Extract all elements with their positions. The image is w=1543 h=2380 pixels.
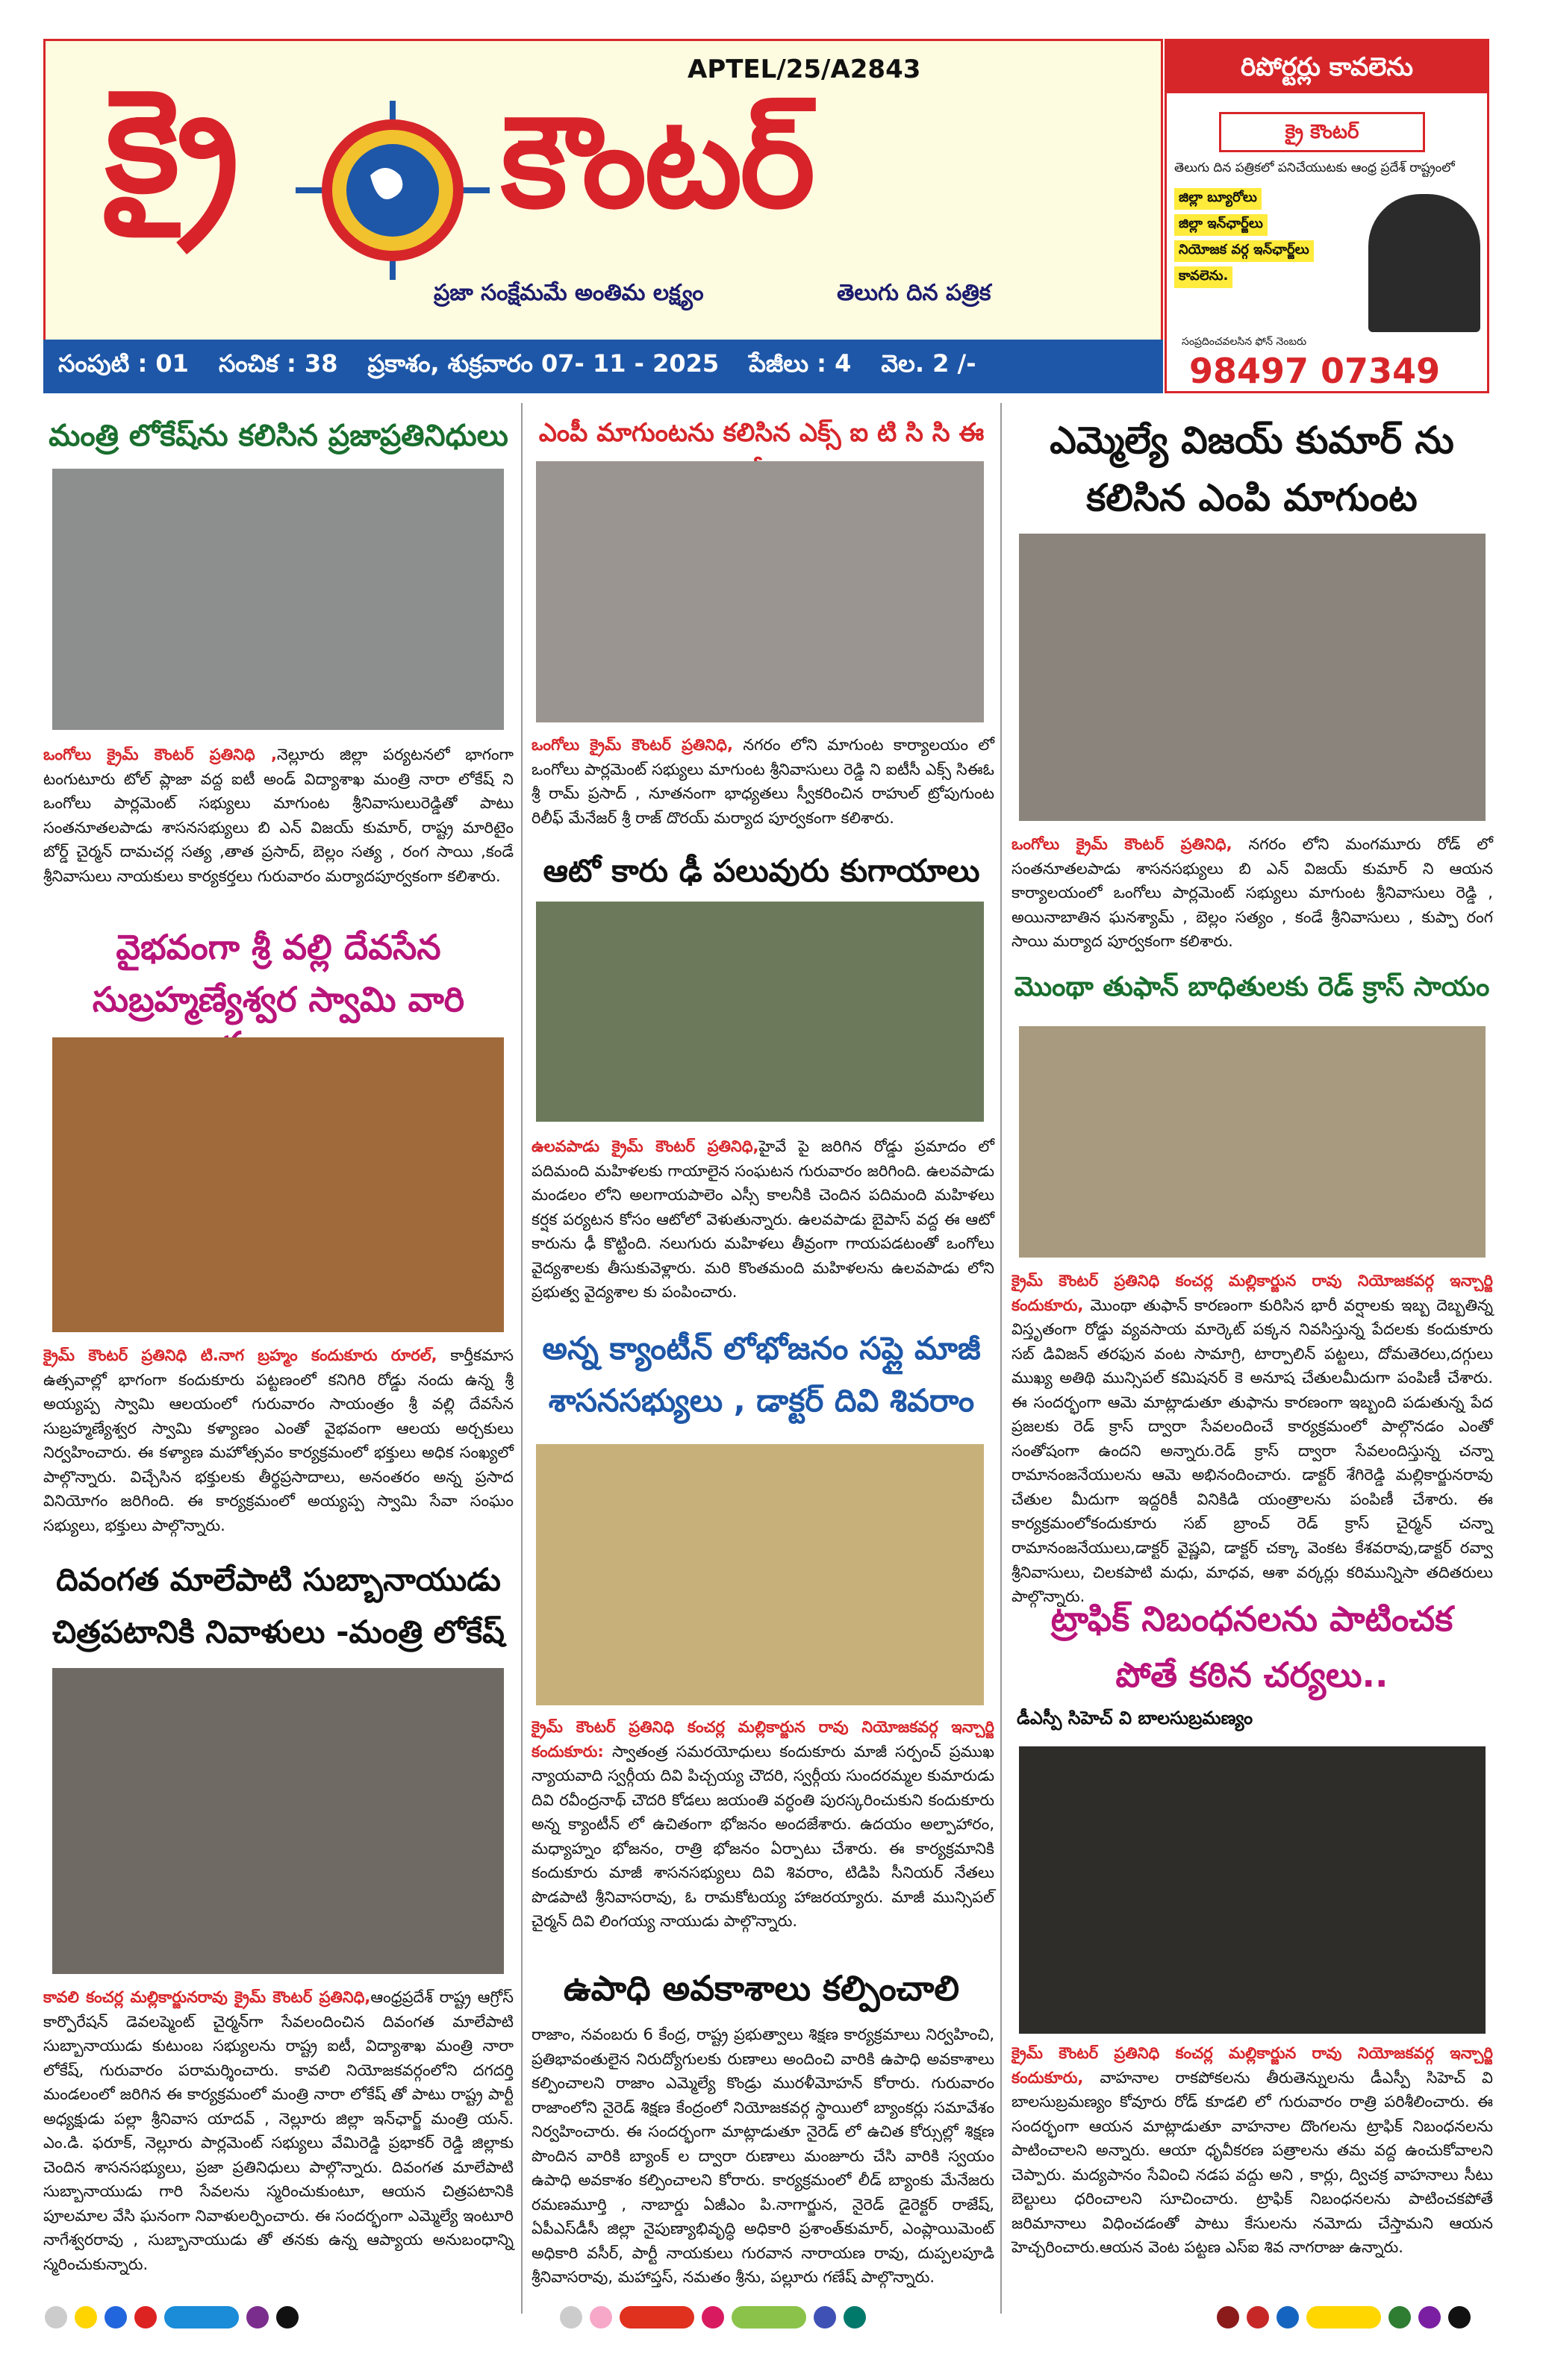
headline-c3-line2: పోతే కఠిన చర్యలు.. (1115, 1655, 1388, 1695)
body-a2: కార్తీకమాస ఉత్సవాల్లో భాగంగా కందుకూరు పట్టణంలో కనిగిరి రోడ్డు నందు ఉన్న శ్రీ అయ్యప్ప స్వామి ఆలయంలో గురువారం సాయంత్రం శ్రీ వల్లి దేవసేన సుబ్రహ్మణ్యేశ్వర స్వామి కళ్యాణం ఎంతో వైభవంగా ఆలయ అర్చకులు నిర్వహించారు. ఈ కళ్యాణ మహోత్సవం కార్యక్రమంలో భక్తులు అధిక సంఖ్యలో పాల్గొన్నారు. విచ్చేసిన భక్తులకు తీర్థప్రసాదాలు, అనంతరం అన్న ప్రసాద వినియోగం జరిగింది. ఈ కార్యక్రమంలో అయ్యప్ప స్వామి సేవా సంఘం సభ్యులు, భక్తులు పాల్గొన్నారు. (43, 1346, 514, 1534)
headline-a3-line2: చిత్రపటానికి నివాళులు -మంత్రి లోకేష్ (52, 1614, 505, 1650)
lead-b2: ఉలవపాడు క్రైమ్ కౌంటర్ ప్రతినిధి, (532, 1137, 759, 1155)
color-mark (1277, 2306, 1299, 2329)
body-a1: నెల్లూరు జిల్లా పర్యటనలో భాగంగా టంగుటూరు టోల్ ప్లాజా వద్ద ఐటీ అండ్ విద్యాశాఖ మంత్రి నారా లోకేష్ ని ఒంగోలు పార్లమెంట్ సభ్యులు మాగుంట శ్రీనివాసులురెడ్డితో పాటు సంతనూతలపాడు శాసనసభ్యులు బి ఎన్ విజయ్ కుమార్, రాష్ట్ర మారిటైం బోర్డ్ చైర్మన్ దామచర్ల సత్య ,తాత ప్రసాద్, బెల్లం సత్య , రంగ సాయి ,కండే శ్రీనివాసులు నాయకులు కార్యకర్తలు గురువారం మర్యాదపూర్వకంగా కలిశారు. (43, 746, 514, 885)
lead-c3: క్రైమ్ కౌంటర్ ప్రతినిధి కంచర్ల మల్లికార్జున రావు నియోజకవర్గ ఇన్చార్జి కందుకూరు, (1011, 2044, 1493, 2087)
color-mark (164, 2306, 239, 2329)
tagline-daily: తెలుగు దిన పత్రిక (837, 280, 991, 306)
color-mark (1388, 2306, 1411, 2329)
color-mark (702, 2306, 724, 2329)
photo-b3 (536, 1444, 984, 1705)
photo-a3 (52, 1668, 504, 1974)
article-a3 (43, 1985, 514, 2277)
lead-a1: ఒంగోలు క్రైమ్ కౌంటర్ ప్రతినిధి , (43, 746, 277, 763)
headline-c2: మొంథా తుఫాన్ బాధితులకు రెడ్ క్రాస్ సాయం (1014, 972, 1490, 1002)
photo-a2 (52, 1037, 504, 1332)
ad-phone: 98497 07349 (1189, 351, 1441, 391)
article-c3 (1011, 2041, 1493, 2260)
headline-c3-line1: ట్రాఫిక్ నిబంధనలను పాటించక (1050, 1599, 1453, 1639)
color-mark (1448, 2306, 1471, 2329)
article-a1 (43, 743, 514, 888)
headline-c1-line2: కలిసిన ఎంపి మాగుంట (1086, 476, 1418, 519)
headline-b3-line2: శాసనసభ్యులు , డాక్టర్ దివి శివరాం (548, 1382, 975, 1419)
body-b1: నగరం లోని మాగుంట కార్యాలయం లో ఒంగోలు పార్లమెంట్ సభ్యులు మాగుంట శ్రీనివాసులు రెడ్డి ని ఐటీసీ ఎక్స్ సిఈఓ శ్రీ రామ్ ప్రసాద్ , నూతనంగా భాధ్యతలు స్వీకరించిన రాహుల్ ట్రోపుగుంట రిలీఫ్ మేనేజర్ శ్రీ రాజ్ దొరయ్ మర్యాద పూర్వకంగా కలిశారు. (532, 736, 994, 827)
color-mark (1217, 2306, 1239, 2329)
article-b3 (532, 1715, 994, 1934)
photo-c1 (1019, 534, 1486, 821)
color-mark (246, 2306, 269, 2329)
logo-text-left: క్రై (105, 59, 236, 224)
headline-a2-line1: వైభవంగా శ్రీ వల్లి దేవసేన (116, 927, 441, 967)
ad-brand: క్రై కౌంటర్ (1219, 112, 1425, 152)
article-b4 (532, 2023, 994, 2290)
ad-person-photo (1368, 194, 1480, 332)
ad-caption: సంప్రదించవలసిన ఫోన్ నెంబరు (1182, 336, 1307, 348)
place-date: ప్రకాశం, శుక్రవారం 07- 11 - 2025 (367, 349, 720, 378)
color-mark (844, 2306, 866, 2329)
byline-c3: డీఎస్పీ సిహెచ్ వి బాలసుబ్రమణ్యం (1017, 1708, 1253, 1728)
reporters-wanted-ad (1165, 39, 1489, 393)
headline-b2: ఆటో కారు ఢీ పలువురు కుగాయాలు (543, 852, 980, 889)
body-c2: మొంథా తుఫాన్ కారణంగా కురిసిన భారీ వర్షాలకు ఇబ్బ దెబ్బతిన్న విస్తృతంగా రోడ్డు వ్యవసాయ మార్కెట్ పక్కన నివసిస్తున్న పేదలకు కందుకూరు సబ్ డివిజన్ తరఫున వంట సామాగ్రి, టార్పాలిన్ పట్టలు, దోమతెరలు,దగ్గులు ముఖ్య అతిథి మున్సిపల్ కమిషనర్ కె అనూష చేతులమీదుగా పంపిణీ చేశారు. ఈ సందర్భంగా ఆమె మాట్లాడుతూ తుఫాను కారణంగా ఇబ్బంది పడుతున్న పేద ప్రజలకు రెడ్ క్రాస్ ద్వారా సేవలందించే కార్యక్రమంలో పాల్గొనడం ఎంతో సంతోషంగా ఉందని అన్నారు.రెడ్ క్రాస్ ద్వారా సేవలందిస్తున్న చన్నా రామానంజనేయులను ఆమె అభినందించారు. డాక్టర్ శేగిరెడ్డి మల్లికార్జునరావు చేతుల మీదుగా ఇద్దరికీ వినికిడి యంత్రాలను పంపిణీ చేశారు. ఈ కార్యక్రమంలోకందుకూరు సబ్ బ్రాంచ్ రెడ్ క్రాస్ చైర్మన్ చన్నా రామానంజనేయులు,డాక్టర్ వైష్ణవి, డాక్టర్ చక్కా వెంకట కేశవరావు,డాక్టర్ రవ్వా శ్రీనివాసులు, చిలకపాటి మధు, మాధవ, ఆశా వర్కర్లు కరిమున్నిసా తదితరులు పాల్గొన్నారు. (1011, 1296, 1493, 1606)
photo-c3 (1019, 1746, 1486, 2034)
article-b1 (532, 733, 994, 830)
color-mark (105, 2306, 127, 2329)
headline-c1-line1: ఎమ్మెల్యే విజయ్ కుమార్ ను (1050, 419, 1454, 462)
ad-item-tail: కావలెను. (1174, 266, 1232, 288)
lead-a3: కావలి కంచర్ల మల్లికార్జునరావు క్రైమ్ కౌంటర్ ప్రతినిధి, (43, 1988, 371, 2006)
column-divider (1000, 403, 1002, 2314)
issue-info-bar (43, 340, 1163, 393)
headline-b1: ఎంపీ మాగుంటను కలిసిన ఎక్స్ ఐ టి సి సి ఈ (538, 418, 985, 448)
headline-a1: మంత్రి లోకేష్‌ను కలిసిన ప్రజాప్రతినిధులు (49, 419, 508, 453)
footer-color-strip-right (1217, 2306, 1471, 2329)
photo-c2 (1019, 1026, 1486, 1258)
photo-b2 (536, 902, 984, 1122)
color-mark (732, 2306, 806, 2329)
ad-item: నియోజక వర్గ ఇన్‌ఛార్జ్‌లు (1174, 240, 1314, 262)
ad-item: జిల్లా ఇన్‌ఛార్జ్‌లు (1174, 214, 1268, 236)
column-divider (521, 403, 523, 2314)
color-mark (75, 2306, 97, 2329)
body-a3: ఆంధ్రప్రదేశ్ రాష్ట్ర ఆగ్రోస్ కార్పొరేషన్ డెవలప్మెంట్ చైర్మన్‌గా సేవలందించిన దివంగత మాలేపాటి సుబ్బానాయుడు కుటుంబ సభ్యులను రాష్ట్ర ఐటీ, విద్యాశాఖ మంత్రి నారా లోకేష్, గురువారం పరామర్శించారు. కావలి నియోజకవర్గంలోని దగదర్తి మండలంలో జరిగిన ఈ కార్యక్రమంలో మంత్రి నారా లోకేష్ తో పాటు రాష్ట్ర పార్టీ అధ్యక్షుడు పల్లా శ్రీనివాస యాదవ్ , నెల్లూరు జిల్లా ఇన్‌ఛార్జ్ మంత్రి యన్. ఎం.డి. ఫరూక్, నెల్లూరు పార్లమెంట్ సభ్యులు వేమిరెడ్డి ప్రభాకర్ రెడ్డి జిల్లాకు చెందిన శాసనసభ్యులు, ప్రజా ప్రతినిధులు పాల్గొన్నారు. దివంగత మాలేపాటి సుబ్బానాయుడు గారి సేవలను స్మరించుకుంటూ, ఆయన చిత్రపటానికి పూలమాల వేసి ఘనంగా నివాళులర్పించారు. ఈ సందర్భంగా ఎమ్మెల్యే ఇంటూరి నాగేశ్వరరావు , సుబ్బానాయుడు తో తనకు ఉన్న ఆప్యాయ అనుబంధాన్ని స్మరించుకున్నారు. (43, 1988, 514, 2274)
page-count: పేజీలు : 4 (749, 349, 852, 378)
footer-color-strip-left (45, 2306, 299, 2329)
photo-b1 (536, 461, 984, 722)
body-c1: నగరం లోని మంగమూరు రోడ్ లో సంతనూతలపాడు శాసనసభ్యులు బి ఎన్ విజయ్ కుమార్ ని ఆయన కార్యాలయంలో ఒంగోలు పార్లమెంట్ సభ్యులు మాగుంట శ్రీనివాసులు రెడ్డి , అయినాబాతిన ఘనశ్యామ్ , బెల్లం సత్యం , కండే శ్రీనివాసులు , కుప్పా రంగ సాయి మర్యాద పూర్వకంగా కలిశారు. (1011, 835, 1493, 951)
lead-c1: ఒంగోలు క్రైమ్ కౌంటర్ ప్రతినిధి, (1011, 835, 1232, 853)
body-b3: స్వాతంత్ర సమరయోధులు కందుకూరు మాజీ సర్పంచ్ ప్రముఖ న్యాయవాది స్వర్గీయ దివి పిచ్చయ్య చౌదరి, స్వర్గీయ సుందరమ్మల కుమారుడు దివి రవీంద్రనాథ్ చౌదరి కోడలు జయంతి వర్ధంతి పురస్కరించుకుని కందుకూరు అన్న క్యాంటీన్ లో ఉచితంగా భోజనం అందజేశారు. ఉదయం అల్పాహారం, మధ్యాహ్నం భోజనం, రాత్రి భోజనం ఏర్పాటు చేశారు. ఈ కార్యక్రమానికి కందుకూరు మాజీ శాసనసభ్యులు దివి శివరాం, టిడిపి సీనియర్ నేతలు పొడపాటి శ్రీనివాసరావు, ఓ రామకోటయ్య హాజరయ్యారు. మాజీ మున్సిపల్ చైర్మన్ దివి లింగయ్య నాయుడు పాల్గొన్నారు. (532, 1742, 994, 1931)
price: వెల. 2 /- (881, 349, 976, 378)
color-mark (814, 2306, 836, 2329)
body-b4: రాజాం, నవంబరు 6 కేంద్ర, రాష్ట్ర ప్రభుత్వాలు శిక్షణ కార్యక్రమాలు నిర్వహించి, ప్రతిభావంతులైన నిరుద్యోగులకు రుణాలు అందించి వారికి ఉపాధి అవకాశాలు కల్పించాలని రాజాం ఎమ్మెల్యే కొండ్రు మురళీమోహన్ కోరారు. గురువారం రాజాంలోని నైరెడ్ శిక్షణ కేంద్రంలో నియోజకవర్గ స్థాయిలో బ్యాంకర్లు సమావేశం నిర్వహించారు. ఈ సందర్భంగా మాట్లాడుతూ నైరెడ్ లో ఉచిత కోర్సుల్లో శిక్షణ పొందిన వారికి బ్యాంక్ ల ద్వారా రుణాలు మంజూరు చేసి వారికి స్వయం ఉపాధి అవకాశం కల్పించాలని కోరారు. కార్యక్రమంలో లీడ్ బ్యాంకు మేనేజరు రమణమూర్తి , నాబార్డు ఏజీఎం పి.నాగార్జున, నైరెడ్ డైరెక్టర్ రాజేష్, ఏపీఎస్‌డీసీ జిల్లా నైపుణ్యాభివృద్ధి అధికారి ప్రశాంత్‌కుమార్, ఎంప్లాయిమెంట్ అధికారి వసీర్, పార్టీ నాయకులు గురవాన నారాయణ రావు, దుప్పలపూడి శ్రీనివాసరావు, మహాప్తస్, నమతం శ్రీను, పల్లూరు గణేష్ పాల్గొన్నారు. (532, 2026, 994, 2287)
color-mark (1247, 2306, 1269, 2329)
headline-a3-line1: దివంగత మాలేపాటి సుబ్బానాయుడు (56, 1561, 501, 1598)
globe-crosshair-icon (296, 101, 490, 280)
lead-b3: క్రైమ్ కౌంటర్ ప్రతినిధి కంచర్ల మల్లికార్జున రావు నియోజకవర్గ ఇన్చార్జి కందుకూరు: (532, 1718, 994, 1761)
color-mark (45, 2306, 67, 2329)
body-b2: హైవే పై జరిగిన రోడ్డు ప్రమాదం లో పదిమంది మహిళలకు గాయాలైన సంఘటన గురువారం జరిగింది. ఉలవపాడు మండలం లోని అలగాయపాలెం ఎస్సీ కాలనీకి చెందిన పదిమంది మహిళలు కర్షక పర్యటన కోసం ఆటోలో వెళుతున్నారు. ఉలవపాడు బైపాస్ వద్ద ఈ ఆటో కారును ఢీ కొట్టింది. నలుగురు మహిళలు తీవ్రంగా గాయపడటంతో ఒంగోలు వైద్యశాలకు తీసుకువెళ్లారు. మరి కొంతమంది మహిళలను ఉలవపాడు లోని ప్రభుత్వ వైద్యశాల కు పంపించారు. (532, 1137, 994, 1302)
photo-a1 (52, 469, 504, 730)
headline-b3-line1: అన్న క్యాంటీన్ లోభోజనం సప్లై మాజీ (542, 1330, 981, 1367)
logo-text-right: కౌంటర్ (501, 89, 814, 237)
tagline: ప్రజా సంక్షేమమే అంతిమ లక్ష్యం (434, 280, 704, 306)
lead-a2: క్రైమ్ కౌంటర్ ప్రతినిధి టి.నాగ బ్రహ్మం కందుకూరు రూరల్, (43, 1346, 437, 1364)
article-b2 (532, 1134, 994, 1305)
color-mark (590, 2306, 612, 2329)
color-mark (1418, 2306, 1441, 2329)
registration-number: APTEL/25/A2843 (688, 54, 921, 84)
body-c3: వాహనాల రాకపోకలను తీరుతెన్నులను డీఎస్పీ సిహెచ్ వి బాలసుబ్రమణ్యం కోవూరు రోడ్ కూడలి లో గురువారం రాత్రి పరిశీలించారు. ఈ సందర్భంగా ఆయన మాట్లాడుతూ వాహనాల దొంగలను ట్రాఫిక్ నిబంధనలను పాటించాలని అన్నారు. ఆయా ధృవీకరణ పత్రాలను తమ వద్ద ఉంచుకోవాలని చెప్పారు. మద్యపానం సేవించి నడప వద్దు అని , కార్లు, ద్విచక్ర వాహనాలు సీటు బెల్టులు ధరించాలని సూచించారు. ట్రాఫిక్ నిబంధనలను పాటించకపోతే జరిమానాలు విధించడంతో పాటు కేసులను నమోదు చేస్తామని ఆయన హెచ్చరించారు.ఆయన వెంట పట్టణ ఎస్ఐ శివ నాగరాజు ఉన్నారు. (1011, 2068, 1493, 2257)
masthead (43, 39, 1163, 345)
footer-color-strip-middle (560, 2306, 866, 2329)
article-c2 (1011, 1269, 1493, 1609)
article-a2 (43, 1343, 514, 1537)
issue-number: సంచిక : 38 (218, 349, 338, 378)
article-c1 (1011, 832, 1493, 954)
color-mark (1306, 2306, 1381, 2329)
color-mark (620, 2306, 694, 2329)
color-mark (560, 2306, 582, 2329)
volume: సంపుటి : 01 (58, 349, 189, 378)
ad-desc-text: తెలుగు దిన పత్రికలో పనిచేయుటకు ఆంధ్ర ప్రదేశ్ రాష్ట్రంలో (1174, 160, 1455, 175)
color-mark (134, 2306, 157, 2329)
ad-item: జిల్లా బ్యూరోలు (1174, 188, 1262, 210)
color-mark (276, 2306, 299, 2329)
headline-b4: ఉపాధి అవకాశాలు కల్పించాలి (563, 1968, 960, 2008)
lead-c2: క్రైమ్ కౌంటర్ ప్రతినిధి కంచర్ల మల్లికార్జున రావు నియోజకవర్గ ఇన్చార్జి కందుకూరు, (1011, 1272, 1493, 1314)
ad-title: రిపోర్టర్లు కావలెను (1167, 41, 1487, 93)
lead-b1: ఒంగోలు క్రైమ్ కౌంటర్ ప్రతినిధి, (532, 736, 733, 754)
headline-a2-line2: సుబ్రహ్మణ్యేశ్వర స్వామి వారి (92, 979, 465, 1019)
